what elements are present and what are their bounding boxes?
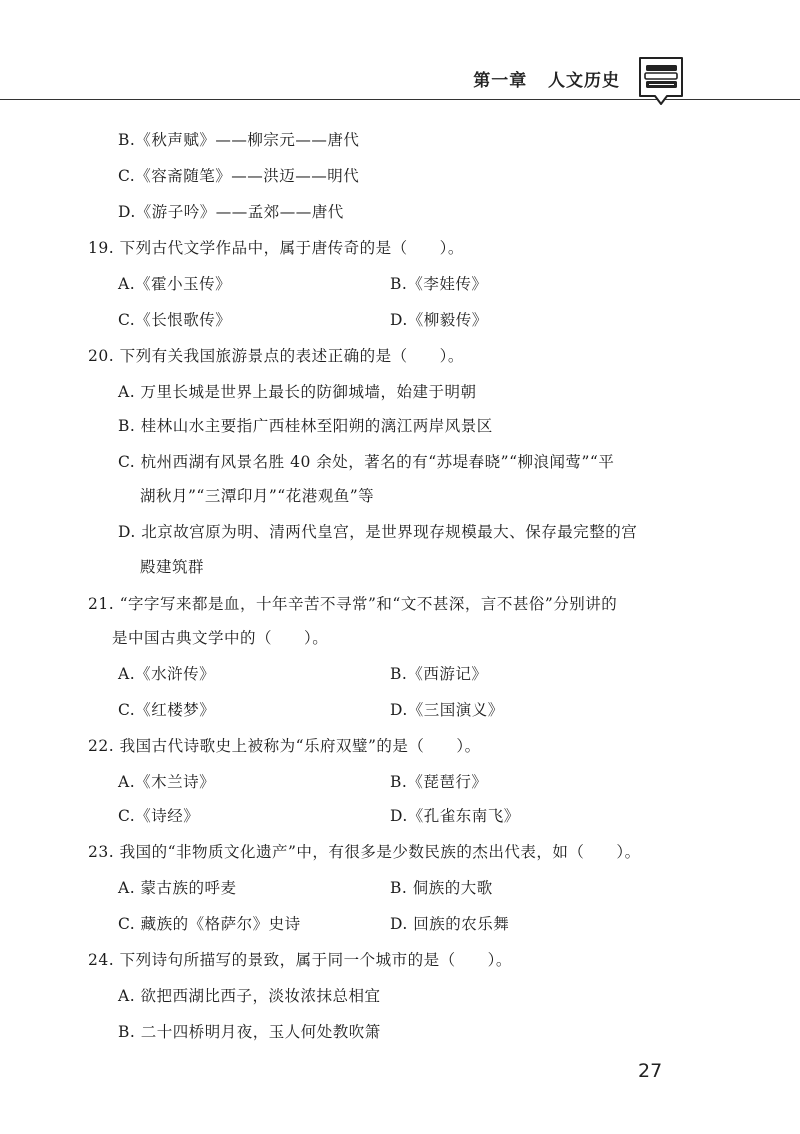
option-q20-a: A. 万里长城是世界上最长的防御城墙，始建于明朝 bbox=[118, 383, 477, 401]
option-q24-a: A. 欲把西湖比西子，淡妆浓抹总相宜 bbox=[118, 987, 381, 1005]
question-19: 19. 下列古代文学作品中，属于唐传奇的是（ ）。 bbox=[88, 239, 464, 257]
option-q19-c: C.《长恨歌传》 bbox=[118, 311, 232, 329]
option-q21-b: B.《西游记》 bbox=[390, 665, 488, 683]
chapter-number: 第一章 bbox=[473, 71, 528, 91]
chapter-heading bbox=[473, 66, 620, 91]
option-q18-d: D.《游子吟》——孟郊——唐代 bbox=[118, 203, 344, 221]
chapter-title: 人文历史 bbox=[548, 71, 620, 91]
option-q22-d: D.《孔雀东南飞》 bbox=[390, 807, 520, 825]
option-q23-a: A. 蒙古族的呼麦 bbox=[118, 879, 237, 897]
option-q20-b: B. 桂林山水主要指广西桂林至阳朔的漓江两岸风景区 bbox=[118, 417, 493, 435]
option-q18-c: C.《容斋随笔》——洪迈——明代 bbox=[118, 167, 360, 185]
option-q23-c: C. 藏族的《格萨尔》史诗 bbox=[118, 915, 301, 933]
option-q23-b: B. 侗族的大歌 bbox=[390, 879, 493, 897]
option-q20-c-line2: 湖秋月”“三潭印月”“花港观鱼”等 bbox=[140, 487, 375, 505]
books-icon bbox=[637, 55, 685, 107]
option-q22-a: A.《木兰诗》 bbox=[118, 773, 216, 791]
option-q22-b: B.《琵琶行》 bbox=[390, 773, 488, 791]
option-q19-b: B.《李娃传》 bbox=[390, 275, 488, 293]
option-q23-d: D. 回族的农乐舞 bbox=[390, 915, 510, 933]
question-21-line2: 是中国古典文学中的（ ）。 bbox=[112, 629, 329, 647]
option-q20-d-line1: D. 北京故宫原为明、清两代皇宫，是世界现存规模最大、保存最完整的宫 bbox=[118, 523, 638, 541]
option-q22-c: C.《诗经》 bbox=[118, 807, 200, 825]
option-q19-d: D.《柳毅传》 bbox=[390, 311, 488, 329]
page-number: 27 bbox=[638, 1060, 663, 1082]
question-23: 23. 我国的“非物质文化遗产”中，有很多是少数民族的杰出代表，如（ ）。 bbox=[88, 843, 641, 861]
option-q18-b: B.《秋声赋》——柳宗元——唐代 bbox=[118, 131, 360, 149]
option-q19-a: A.《霍小玉传》 bbox=[118, 275, 232, 293]
question-20: 20. 下列有关我国旅游景点的表述正确的是（ ）。 bbox=[88, 347, 464, 365]
option-q20-c-line1: C. 杭州西湖有风景名胜 40 余处，著名的有“苏堤春晓”“柳浪闻莺”“平 bbox=[118, 453, 615, 471]
option-q24-b: B. 二十四桥明月夜，玉人何处教吹箫 bbox=[118, 1023, 381, 1041]
option-q21-d: D.《三国演义》 bbox=[390, 701, 504, 719]
question-22: 22. 我国古代诗歌史上被称为“乐府双璧”的是（ ）。 bbox=[88, 737, 481, 755]
page-header bbox=[0, 0, 800, 110]
option-q21-c: C.《红楼梦》 bbox=[118, 701, 216, 719]
option-q20-d-line2: 殿建筑群 bbox=[140, 558, 205, 576]
question-24: 24. 下列诗句所描写的景致，属于同一个城市的是（ ）。 bbox=[88, 951, 512, 969]
option-q21-a: A.《水浒传》 bbox=[118, 665, 216, 683]
question-21-line1: 21. “字字写来都是血，十年辛苦不寻常”和“文不甚深，言不甚俗”分别讲的 bbox=[88, 595, 618, 613]
